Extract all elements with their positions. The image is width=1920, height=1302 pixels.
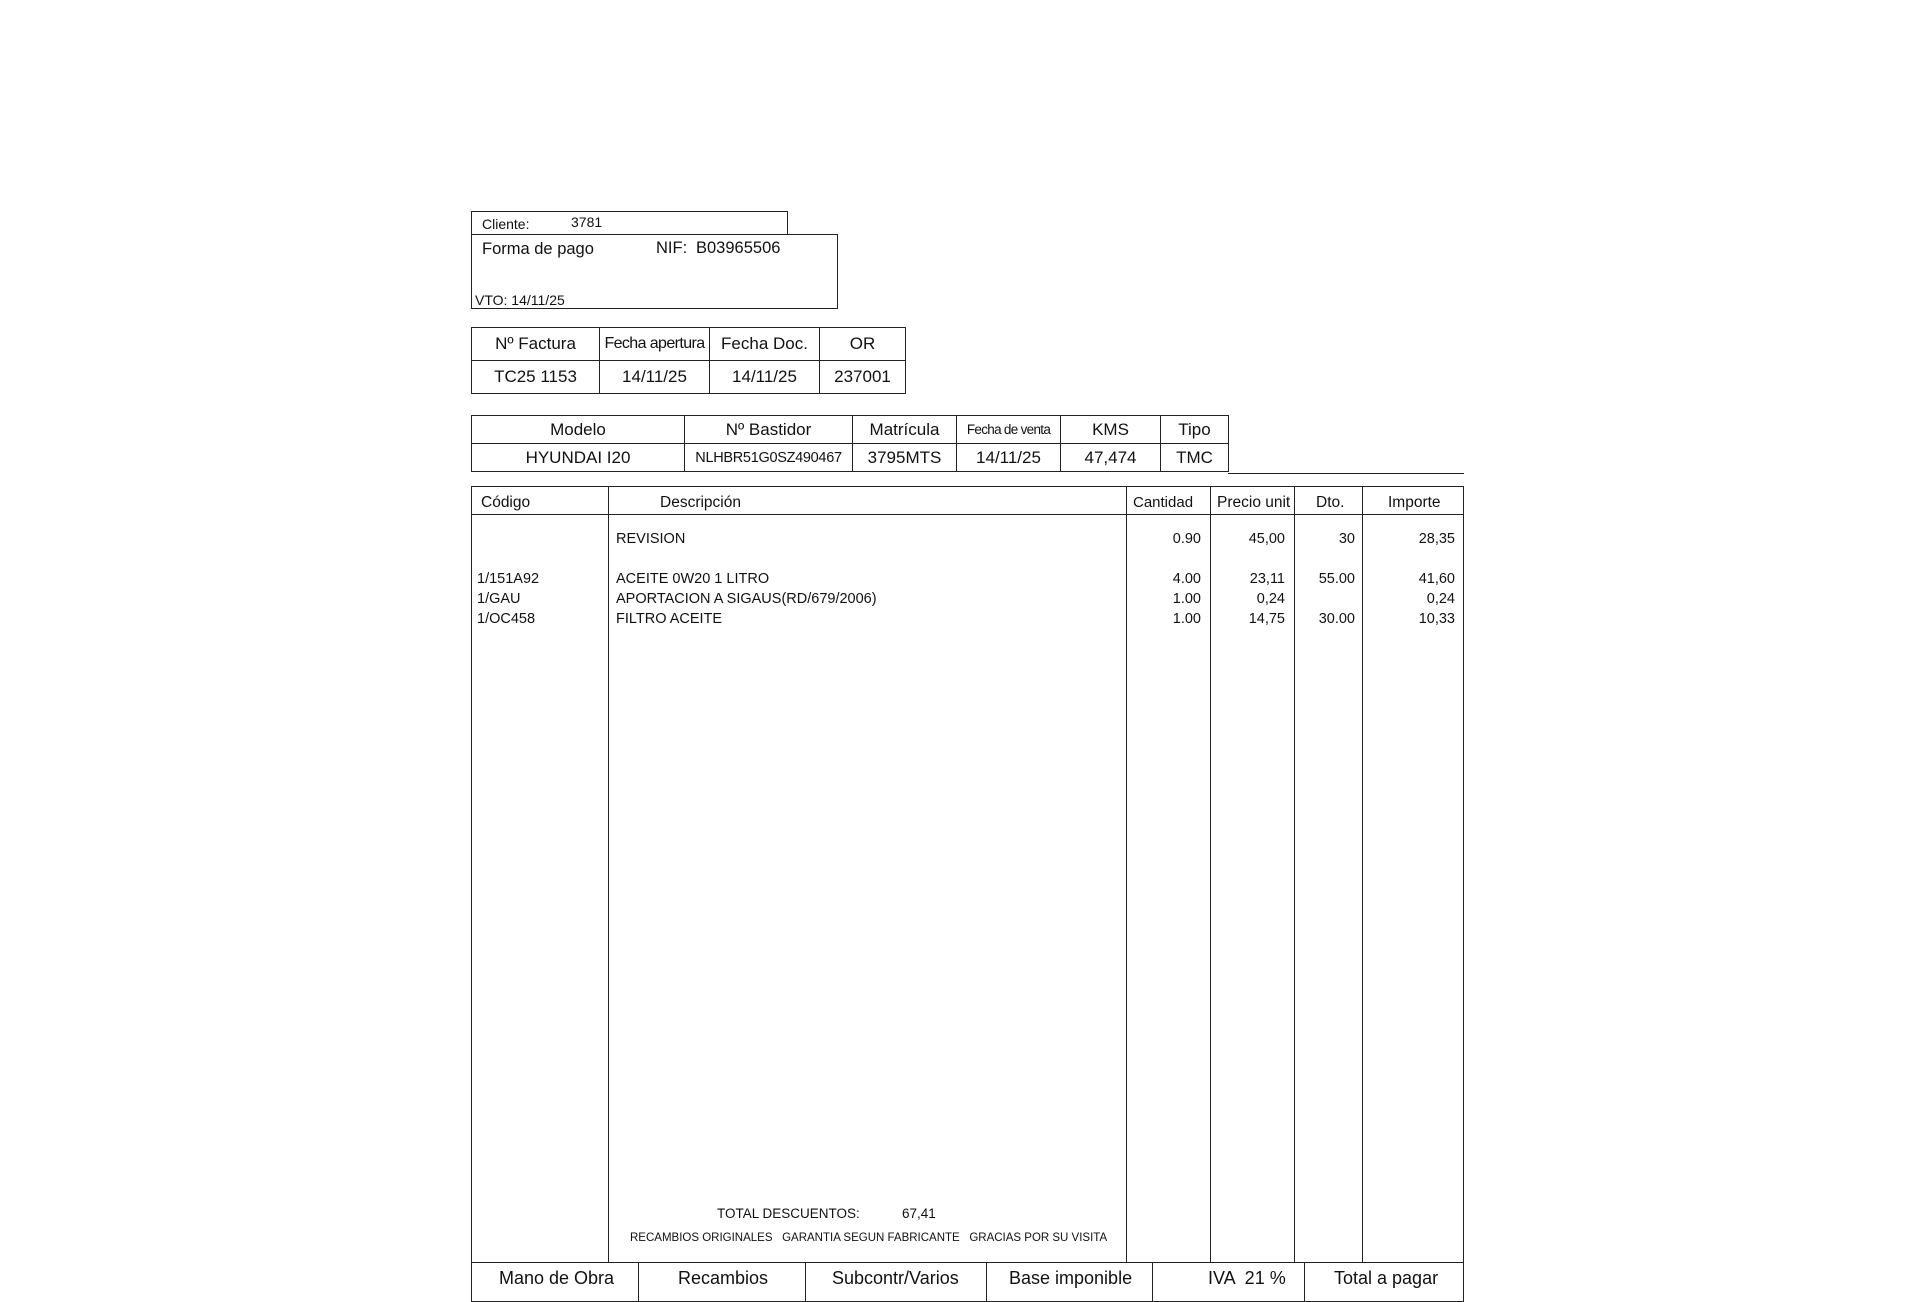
column-divider bbox=[608, 487, 609, 1275]
descripcion-cell: REVISION bbox=[616, 531, 686, 547]
descripcion-cell: FILTRO ACEITE bbox=[616, 611, 723, 627]
mano-obra-header: Mano de Obra bbox=[499, 1268, 615, 1288]
cantidad-cell: 4.00 bbox=[1172, 571, 1201, 587]
precio-cell: 45,00 bbox=[1248, 531, 1285, 547]
forma-pago-label: Forma de pago bbox=[482, 240, 594, 258]
column-divider bbox=[638, 1263, 639, 1301]
matricula-header: Matrícula bbox=[853, 416, 957, 444]
tipo-value: TMC bbox=[1161, 444, 1229, 472]
recambios-header: Recambios bbox=[678, 1268, 769, 1288]
importe-cell: 0,24 bbox=[1426, 591, 1455, 607]
dto-cell: 30.00 bbox=[1318, 611, 1355, 627]
dto-cell: 30 bbox=[1338, 531, 1355, 547]
fecha-apertura-value: 14/11/25 bbox=[600, 361, 710, 394]
column-divider bbox=[1126, 487, 1127, 1275]
precio-cell: 14,75 bbox=[1248, 611, 1285, 627]
kms-value: 47,474 bbox=[1061, 444, 1161, 472]
factura-header-row bbox=[472, 328, 906, 361]
precio-header: Precio unit bbox=[1217, 494, 1291, 511]
importe-header: Importe bbox=[1388, 494, 1441, 511]
descripcion-cell: ACEITE 0W20 1 LITRO bbox=[616, 571, 770, 587]
codigo-cell: 1/GAU bbox=[477, 591, 521, 607]
fecha-apertura-header: Fecha apertura bbox=[600, 328, 710, 361]
nif-value: B03965506 bbox=[696, 239, 781, 257]
vto-text: VTO: 14/11/25 bbox=[475, 292, 565, 308]
kms-header: KMS bbox=[1061, 416, 1161, 444]
bastidor-header: Nº Bastidor bbox=[685, 416, 853, 444]
subcontr-header: Subcontr/Varios bbox=[832, 1268, 959, 1288]
fecha-venta-header: Fecha de venta bbox=[957, 416, 1061, 444]
vehiculo-table bbox=[471, 415, 1229, 472]
bastidor-value: NLHBR51G0SZ490467 bbox=[685, 444, 853, 472]
footer-note: RECAMBIOS ORIGINALES GARANTIA SEGUN FABRICANTE GRACIAS POR SU VISITA bbox=[630, 1232, 1108, 1244]
column-divider bbox=[1304, 1263, 1305, 1301]
factura-value-row bbox=[472, 361, 906, 394]
separator-rule bbox=[1228, 473, 1464, 474]
nif-label: NIF: bbox=[656, 239, 688, 257]
vehiculo-value-row bbox=[472, 444, 1229, 472]
forma-pago-box bbox=[471, 234, 838, 309]
cantidad-cell: 0.90 bbox=[1172, 531, 1201, 547]
fecha-venta-value: 14/11/25 bbox=[957, 444, 1061, 472]
cantidad-cell: 1.00 bbox=[1172, 591, 1201, 607]
factura-header: Nº Factura bbox=[472, 328, 600, 361]
importe-cell: 28,35 bbox=[1418, 531, 1455, 547]
importe-cell: 41,60 bbox=[1418, 571, 1455, 587]
header-divider bbox=[472, 514, 1463, 515]
fecha-doc-value: 14/11/25 bbox=[710, 361, 820, 394]
column-divider bbox=[805, 1263, 806, 1301]
cliente-box bbox=[471, 211, 788, 236]
cliente-label: Cliente: bbox=[482, 216, 530, 232]
codigo-cell: 1/OC458 bbox=[477, 611, 536, 627]
cantidad-cell: 1.00 bbox=[1172, 611, 1201, 627]
total-descuentos-value: 67,41 bbox=[902, 1206, 936, 1221]
descripcion-header: Descripción bbox=[660, 494, 741, 511]
modelo-header: Modelo bbox=[472, 416, 685, 444]
cliente-value: 3781 bbox=[571, 214, 603, 230]
factura-number: TC25 1153 bbox=[472, 361, 600, 394]
dto-header: Dto. bbox=[1316, 494, 1345, 511]
dto-cell: 55.00 bbox=[1318, 571, 1355, 587]
column-divider bbox=[1210, 487, 1211, 1275]
codigo-header: Código bbox=[481, 494, 531, 511]
or-header: OR bbox=[820, 328, 906, 361]
column-divider bbox=[1362, 487, 1363, 1275]
modelo-value: HYUNDAI I20 bbox=[472, 444, 685, 472]
descripcion-cell: APORTACION A SIGAUS(RD/679/2006) bbox=[616, 591, 877, 607]
total-descuentos-label: TOTAL DESCUENTOS: bbox=[717, 1206, 860, 1221]
precio-cell: 23,11 bbox=[1249, 571, 1285, 587]
base-imponible-header: Base imponible bbox=[1009, 1268, 1133, 1288]
lineas-table bbox=[471, 486, 1464, 1276]
iva-header: IVA 21 % bbox=[1208, 1268, 1286, 1288]
fecha-doc-header: Fecha Doc. bbox=[710, 328, 820, 361]
tipo-header: Tipo bbox=[1161, 416, 1229, 444]
cantidad-header: Cantidad bbox=[1133, 494, 1194, 511]
column-divider bbox=[1294, 487, 1295, 1275]
matricula-value: 3795MTS bbox=[853, 444, 957, 472]
factura-table bbox=[471, 327, 906, 394]
totales-table bbox=[471, 1262, 1464, 1302]
vehiculo-header-row bbox=[472, 416, 1229, 444]
column-divider bbox=[986, 1263, 987, 1301]
precio-cell: 0,24 bbox=[1256, 591, 1285, 607]
importe-cell: 10,33 bbox=[1418, 611, 1455, 627]
or-value: 237001 bbox=[820, 361, 906, 394]
codigo-cell: 1/151A92 bbox=[477, 571, 540, 587]
total-pagar-header: Total a pagar bbox=[1334, 1268, 1439, 1288]
column-divider bbox=[1152, 1263, 1153, 1301]
